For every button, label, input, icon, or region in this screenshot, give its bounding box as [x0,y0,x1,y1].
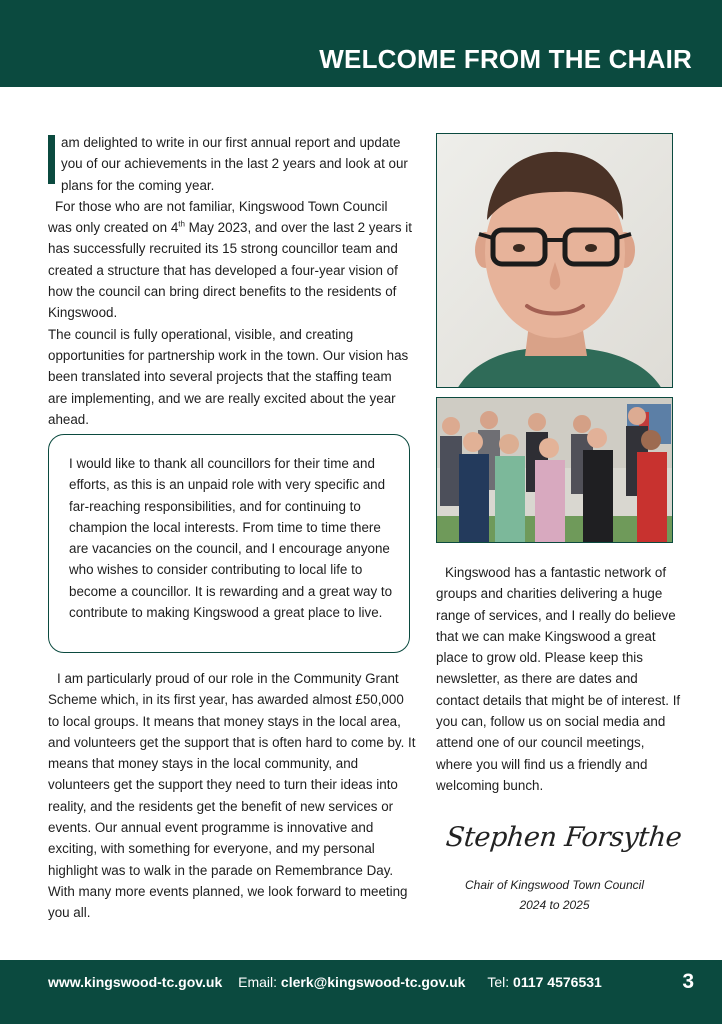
signature: Stephen Forsythe [444,822,683,853]
intro-text-b: May 2023, and over the last 2 years it has successfully recruited its 15 strong councillor team and created a structure that has developed a four-year vision of how the council can bring direct benefits to the residents of Kingswood. [48,220,412,321]
intro-section [48,132,413,430]
council-group-photo [436,397,673,543]
thanks-callout-box [48,434,410,653]
community-grant-paragraph: I am particularly proud of our role in the Community Grant Scheme which, in its first year, has awarded almost £50,000 to local groups. It means that money stays in the local area, and volunteers get the support that is often hard to come by. It means that money stays in the local community, and volunteers get the support they need to turn their ideas into reality, and the residents get the benefit of new services or events. Our annual event programme is innovative and exciting, with something for everyone, and my personal highlight was to walk in the parade on Remembrance Day. With many more events planned, we look forward to meeting you all. [48,671,416,921]
signature-title: Chair of Kingswood Town Council [465,878,644,892]
header-band [0,0,722,87]
portrait-illustration [437,134,673,388]
intro-superscript: th [178,219,185,229]
intro-paragraph [48,196,413,324]
intro-text-a: For those who are not familiar, Kingswood Town Council was only created on 4 [48,198,388,236]
footer-email-label: Email: [238,974,278,990]
footer-website-link[interactable]: www.kingswood-tc.gov.uk [48,974,223,990]
footer-tel-label: Tel: [487,974,510,990]
drop-cap-bar [48,135,55,184]
footer-tel[interactable]: 0117 4576531 [513,974,602,990]
footer-contact-line [48,974,602,990]
network-paragraph: Kingswood has a fantastic network of groups and charities delivering a huge range of services, and I really do believe that we can make Kingswood a great place to grow old. Please keep this newsletter, as there are dates and contact details that might be of interest. If you can, follow us on social media and attend one of our council meetings, where you will find us a friendly and welcoming bunch. [436,565,681,793]
page-title: WELCOME FROM THE CHAIR [319,44,692,74]
signature-role [436,875,673,915]
footer-email-link[interactable]: clerk@kingswood-tc.gov.uk [280,974,466,990]
page-number: 3 [682,970,694,993]
intro-opening: am delighted to write in our first annual report and update you of our achievements in the last 2 years and look at our plans for the coming year. [61,135,408,193]
footer-band [0,960,722,1024]
chair-portrait-photo [436,133,673,388]
signature-term: 2024 to 2025 [519,898,590,912]
callout-text: I would like to thank all councillors for their time and efforts, as this is an unpaid role with very specific and far-reaching responsibilities, and for continuing to champion the local interests. From time to time there are vacancies on the council, and I encourage anyone who wishes to consider contributing to local life to become a councillor. It is rewarding and a great way to contribute to making Kingswood a great place to live. [69,456,393,621]
group-illustration [437,398,673,543]
intro-paragraph-2: The council is fully operational, visible, and creating opportunities for partnership work in the town. Our vision has been translated into several projects that the staffing team are implementing, and we are really excited about the year ahead. [48,326,409,427]
